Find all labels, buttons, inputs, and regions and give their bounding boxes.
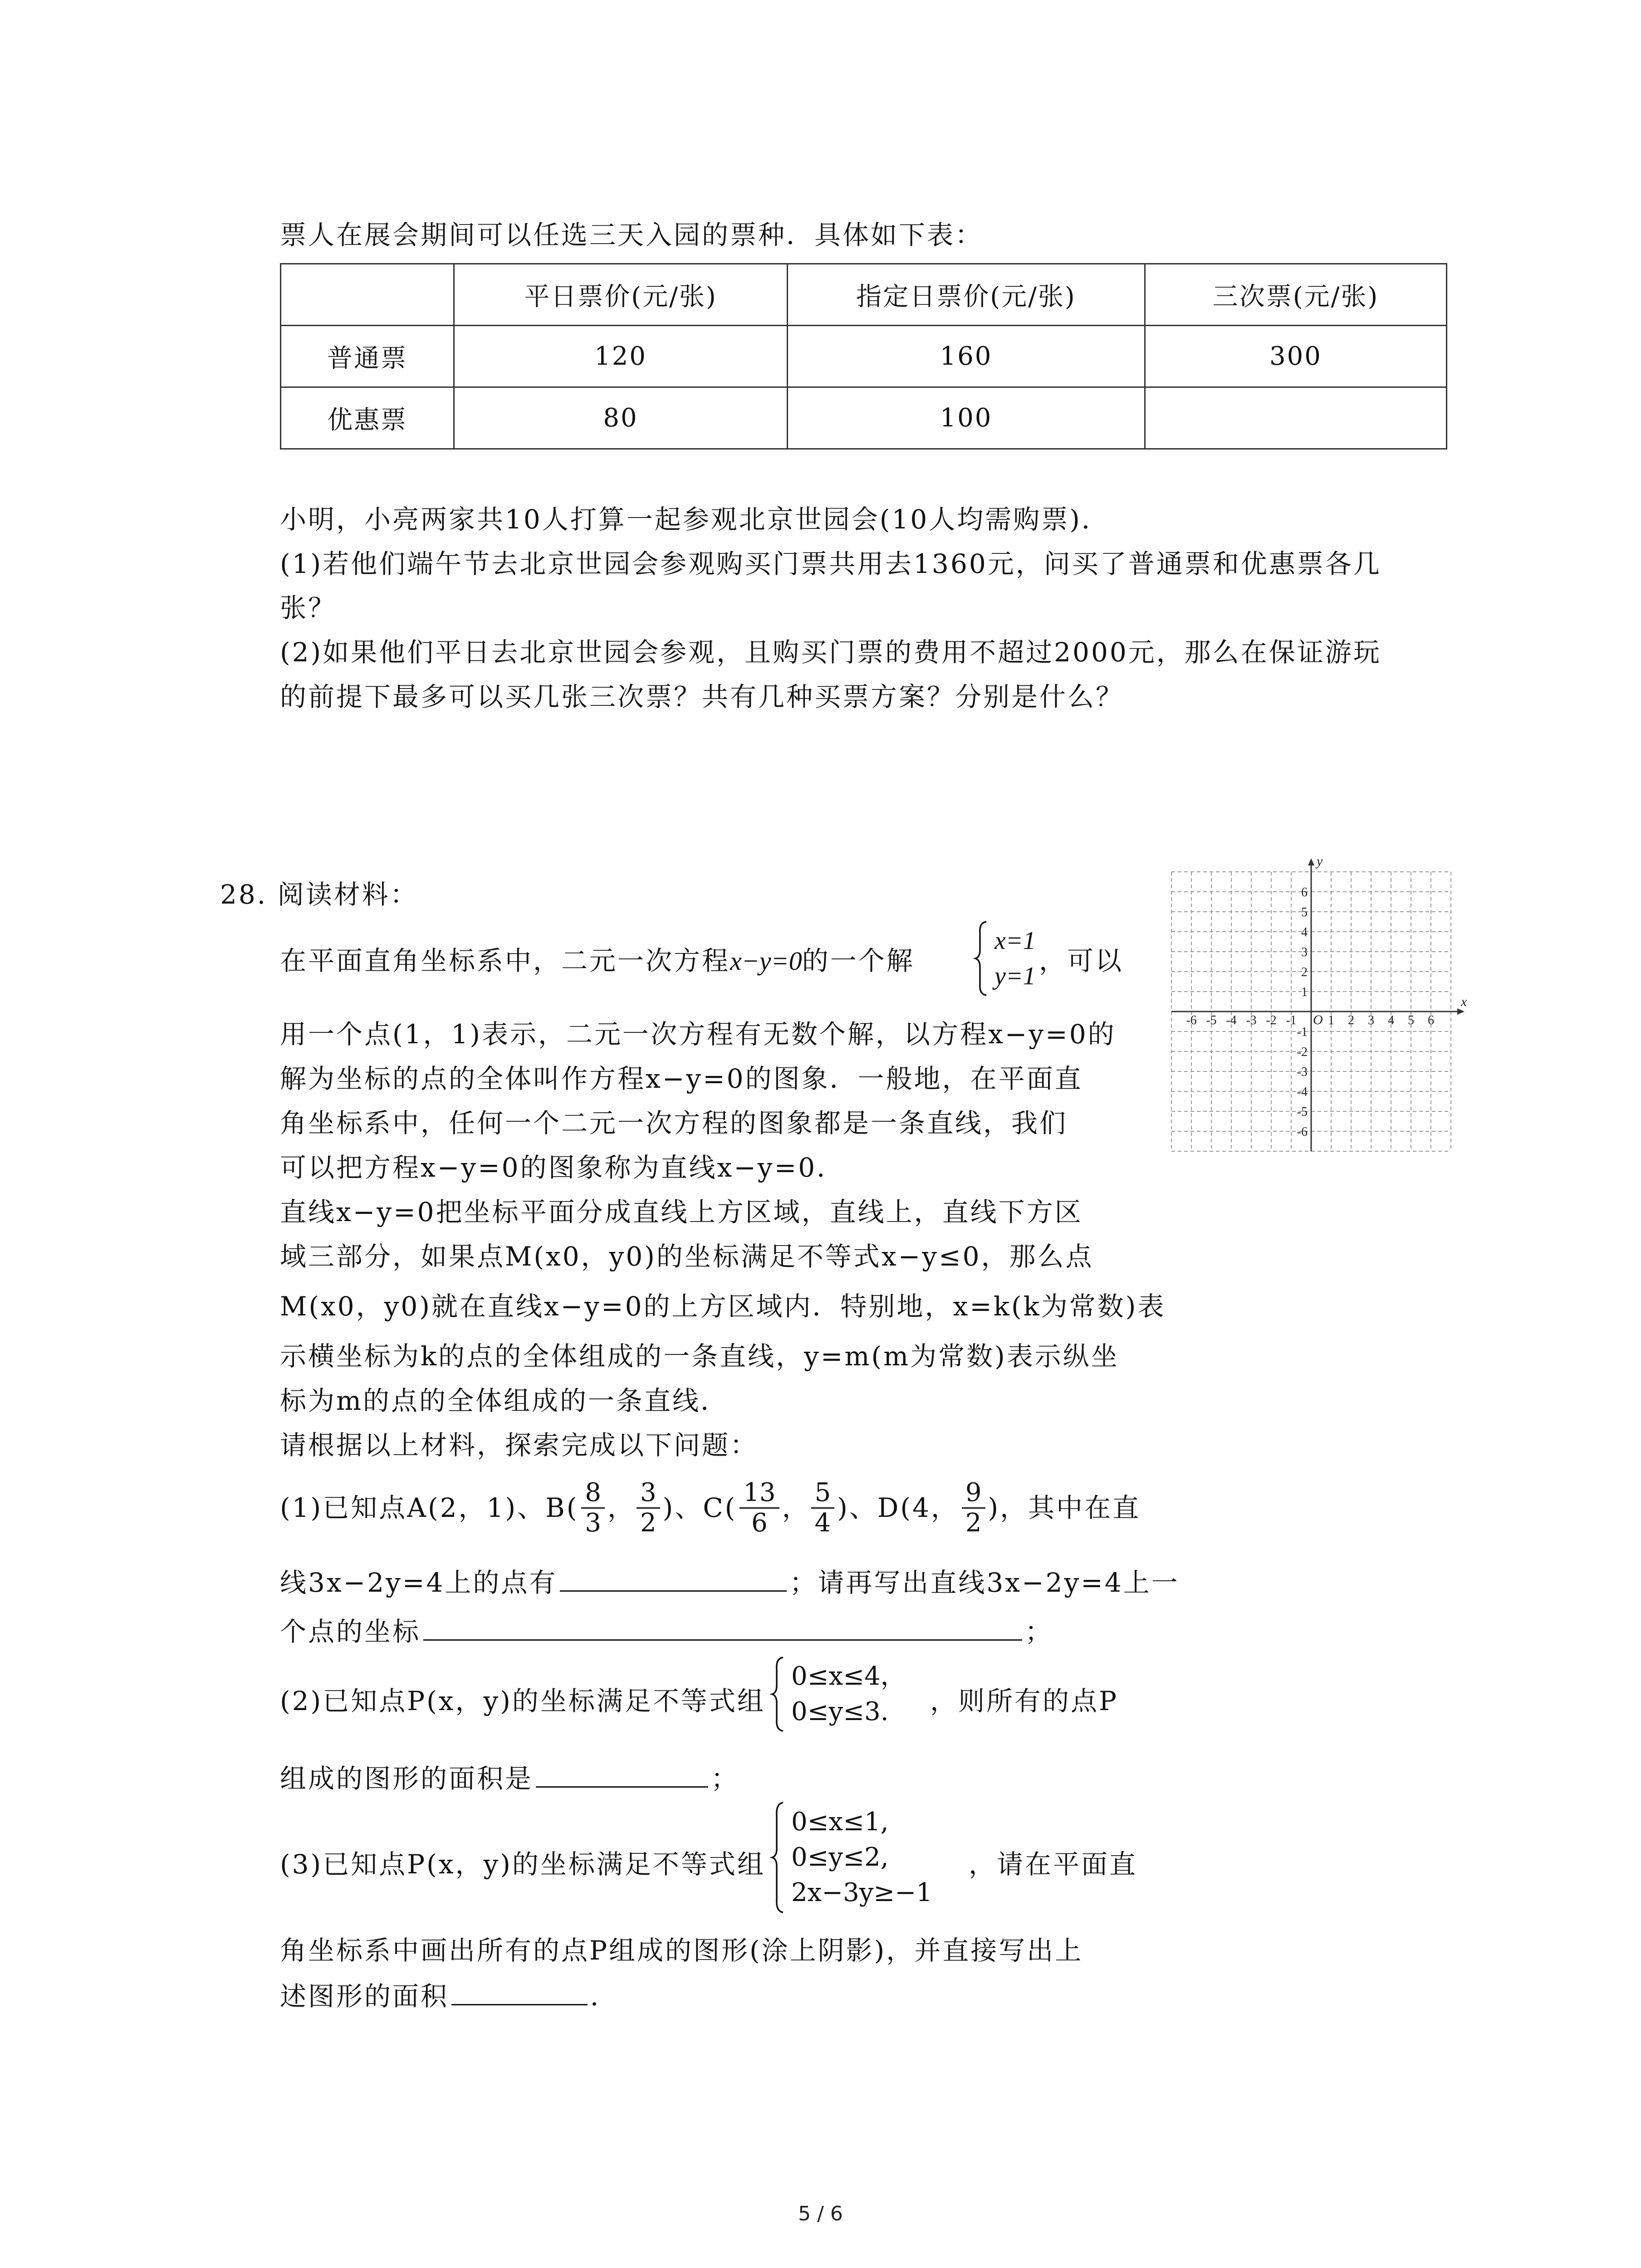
inequality-system-q3 xyxy=(771,1801,932,1914)
q3-line2: 角坐标系中画出所有的点P组成的图形(涂上阴影)，并直接写出上 xyxy=(280,1935,1083,1966)
q2-line1-start: (2)已知点P(x，y)的坐标满足不等式组 xyxy=(280,1686,765,1716)
text-span: )、D(4， xyxy=(837,1492,959,1523)
p28-line8: M(x0，y0)就在直线x−y=0的上方区域内．特别地，x=k(k为常数)表 xyxy=(280,1291,1166,1322)
x-tick-label: 6 xyxy=(1428,1013,1434,1027)
x-tick-label: -6 xyxy=(1186,1013,1197,1027)
text-span: ；请再写出直线3x−2y=4上一 xyxy=(789,1567,1180,1598)
x-tick-label: 1 xyxy=(1328,1013,1334,1027)
text-span: ． xyxy=(590,1981,619,2012)
text-span: ； xyxy=(1025,1616,1053,1647)
table-cell xyxy=(1145,387,1447,449)
text-span: 述图形的面积 xyxy=(280,1981,449,2012)
system-row: 2x−3y≥−1 xyxy=(791,1878,932,1907)
left-brace-icon xyxy=(771,1656,785,1733)
p28-line1 xyxy=(280,943,915,979)
y-tick-label: 3 xyxy=(1301,945,1308,959)
text-span: ； xyxy=(711,1763,740,1794)
q3-line1-start: (3)已知点P(x，y)的坐标满足不等式组 xyxy=(280,1849,765,1880)
y-tick-label: -1 xyxy=(1297,1025,1308,1039)
x-tick-label: 5 xyxy=(1408,1013,1414,1027)
x-tick-label: 3 xyxy=(1368,1013,1374,1027)
ticket-price-table xyxy=(280,263,1447,450)
y-tick-label: 4 xyxy=(1301,925,1308,939)
p28-line1-end: ，可以 xyxy=(1039,945,1124,976)
left-brace-icon xyxy=(771,1801,785,1914)
y-tick-label: -2 xyxy=(1297,1045,1308,1059)
q1-line: (1)已知点A(2，1)、B( $\frac{8}{3}$ ， $\frac{3}{2}$ )、C( $\frac{13}{6}$ ， $\frac{5}{4}$ )、D(4， $\frac{9}{2}$ )，其中在直 xyxy=(280,1467,1141,1549)
y-tick-label: -3 xyxy=(1297,1065,1308,1079)
origin-label: O xyxy=(1313,1012,1323,1027)
y-tick-label: -4 xyxy=(1297,1085,1308,1099)
x-tick-label: -5 xyxy=(1206,1013,1217,1027)
text-span: )、C( xyxy=(662,1492,737,1523)
text-span: 线3x−2y=4上的点有 xyxy=(280,1567,558,1598)
fraction: $\frac{3}{2}$ xyxy=(637,1478,660,1538)
fraction: $\frac{9}{2}$ xyxy=(962,1478,985,1538)
table-cell: 80 xyxy=(454,387,788,449)
table-cell: 160 xyxy=(788,326,1145,387)
fraction: $\frac{5}{4}$ xyxy=(811,1478,835,1538)
q1-line2 xyxy=(280,1564,1180,1601)
q2-line1-end: ，则所有的点P xyxy=(930,1686,1119,1716)
table-cell: 300 xyxy=(1145,326,1447,387)
table-header-row xyxy=(281,264,1447,326)
system-row: 0≤y≤3. xyxy=(791,1697,889,1726)
answer-blank[interactable] xyxy=(423,1613,1022,1641)
table-cell: 优惠票 xyxy=(281,387,454,449)
x-tick-label: -4 xyxy=(1226,1013,1237,1027)
x-axis-arrow-icon xyxy=(1457,1008,1465,1015)
problem27-q1-line2: 张？ xyxy=(280,592,337,623)
table-header-cell xyxy=(281,264,454,326)
q1-line3 xyxy=(280,1613,1053,1650)
p28-line9: 示横坐标为k的点的全体组成的一条直线，y=m(m为常数)表示纵坐 xyxy=(280,1341,1119,1372)
p28-line6: 直线x−y=0把坐标平面分成直线上方区域，直线上，直线下方区 xyxy=(280,1197,1083,1227)
table-header-cell: 指定日票价(元/张) xyxy=(788,264,1145,326)
text-span: 在平面直角坐标系中，二元一次方程 xyxy=(280,945,730,976)
problem27-context: 小明，小亮两家共10人打算一起参观北京世园会(10人均需购票)． xyxy=(280,504,1110,535)
x-tick-label: -1 xyxy=(1286,1013,1297,1027)
system-row: y=1 xyxy=(994,962,1036,990)
y-tick-label: 6 xyxy=(1301,885,1308,899)
system-row: x=1 xyxy=(994,927,1036,955)
system-row: 0≤x≤4， xyxy=(791,1662,906,1691)
table-cell: 120 xyxy=(454,326,788,387)
y-tick-label: 5 xyxy=(1301,905,1308,919)
text-span: 个点的坐标 xyxy=(280,1616,421,1647)
p28-line11: 请根据以上材料，探索完成以下问题： xyxy=(280,1430,759,1461)
problem27-q1-line1: (1)若他们端午节去北京世园会参观购买门票共用去1360元，问买了普通票和优惠票各几 xyxy=(280,548,1381,579)
fraction: $\frac{8}{3}$ xyxy=(581,1478,605,1538)
solution-system xyxy=(975,920,1036,997)
intro-text: 票人在展会期间可以任选三天入园的票种．具体如下表： xyxy=(280,220,984,250)
x-axis-label: x xyxy=(1461,994,1467,1009)
y-tick-label: 1 xyxy=(1301,985,1308,999)
p28-line3: 解为坐标的点的全体叫作方程x−y=0的图象．一般地，在平面直 xyxy=(280,1063,1083,1094)
problem27-q2-line1: (2)如果他们平日去北京世园会参观，且购买门票的费用不超过2000元，那么在保证游玩 xyxy=(280,637,1381,668)
problem28-header xyxy=(220,876,418,913)
x-tick-label: -3 xyxy=(1246,1013,1257,1027)
problem-number: 28. xyxy=(220,879,268,910)
answer-blank[interactable] xyxy=(560,1564,787,1592)
problem-title: 阅读材料： xyxy=(277,879,418,910)
coordinate-grid xyxy=(1161,854,1467,1161)
y-tick-label: -5 xyxy=(1297,1105,1308,1119)
answer-blank[interactable] xyxy=(451,1978,588,2005)
y-axis-label: y xyxy=(1317,854,1323,869)
x-tick-label: 2 xyxy=(1348,1013,1354,1027)
y-axis-arrow-icon xyxy=(1308,858,1314,865)
table-cell: 100 xyxy=(788,387,1145,449)
p28-line10: 标为m的点的全体组成的一条直线． xyxy=(280,1385,729,1416)
table-row xyxy=(281,387,1447,449)
table-cell: 普通票 xyxy=(281,326,454,387)
p28-line4: 角坐标系中，任何一个二元一次方程的图象都是一条直线，我们 xyxy=(280,1108,1068,1139)
text-span: )，其中在直 xyxy=(988,1492,1141,1523)
q2-line2 xyxy=(280,1760,739,1797)
text-span: (1)已知点A(2，1)、B( xyxy=(280,1492,579,1523)
text-span: 组成的图形的面积是 xyxy=(280,1763,534,1794)
x-tick-label: 4 xyxy=(1388,1013,1394,1027)
q3-line1-end: ，请在平面直 xyxy=(969,1849,1138,1880)
text-span: 的一个解 xyxy=(802,945,915,976)
system-row: 0≤x≤1, xyxy=(791,1807,889,1837)
table-row xyxy=(281,326,1447,387)
equation: x−y=0 xyxy=(730,946,802,976)
table-header-cell: 平日票价(元/张) xyxy=(454,264,788,326)
table-header-cell: 三次票(元/张) xyxy=(1145,264,1447,326)
answer-blank[interactable] xyxy=(536,1760,708,1788)
problem27-q2-line2: 的前提下最多可以买几张三次票？共有几种买票方案？分别是什么？ xyxy=(280,681,1124,712)
left-brace-icon xyxy=(975,920,988,997)
p28-line2: 用一个点(1，1)表示，二元一次方程有无数个解，以方程x−y=0的 xyxy=(280,1019,1116,1050)
q3-line3 xyxy=(280,1978,618,2014)
x-tick-label: -2 xyxy=(1266,1013,1277,1027)
system-row: 0≤y≤2, xyxy=(791,1843,889,1872)
page-number: 5 / 6 xyxy=(798,2202,843,2225)
y-tick-label: -6 xyxy=(1297,1125,1308,1139)
p28-line7: 域三部分，如果点M(x0，y0)的坐标满足不等式x−y≤0，那么点 xyxy=(280,1241,1094,1272)
inequality-system-q2 xyxy=(771,1656,906,1733)
y-tick-label: 2 xyxy=(1301,965,1308,979)
fraction: $\frac{13}{6}$ xyxy=(740,1478,779,1538)
p28-line5: 可以把方程x−y=0的图象称为直线x−y=0． xyxy=(280,1152,845,1183)
